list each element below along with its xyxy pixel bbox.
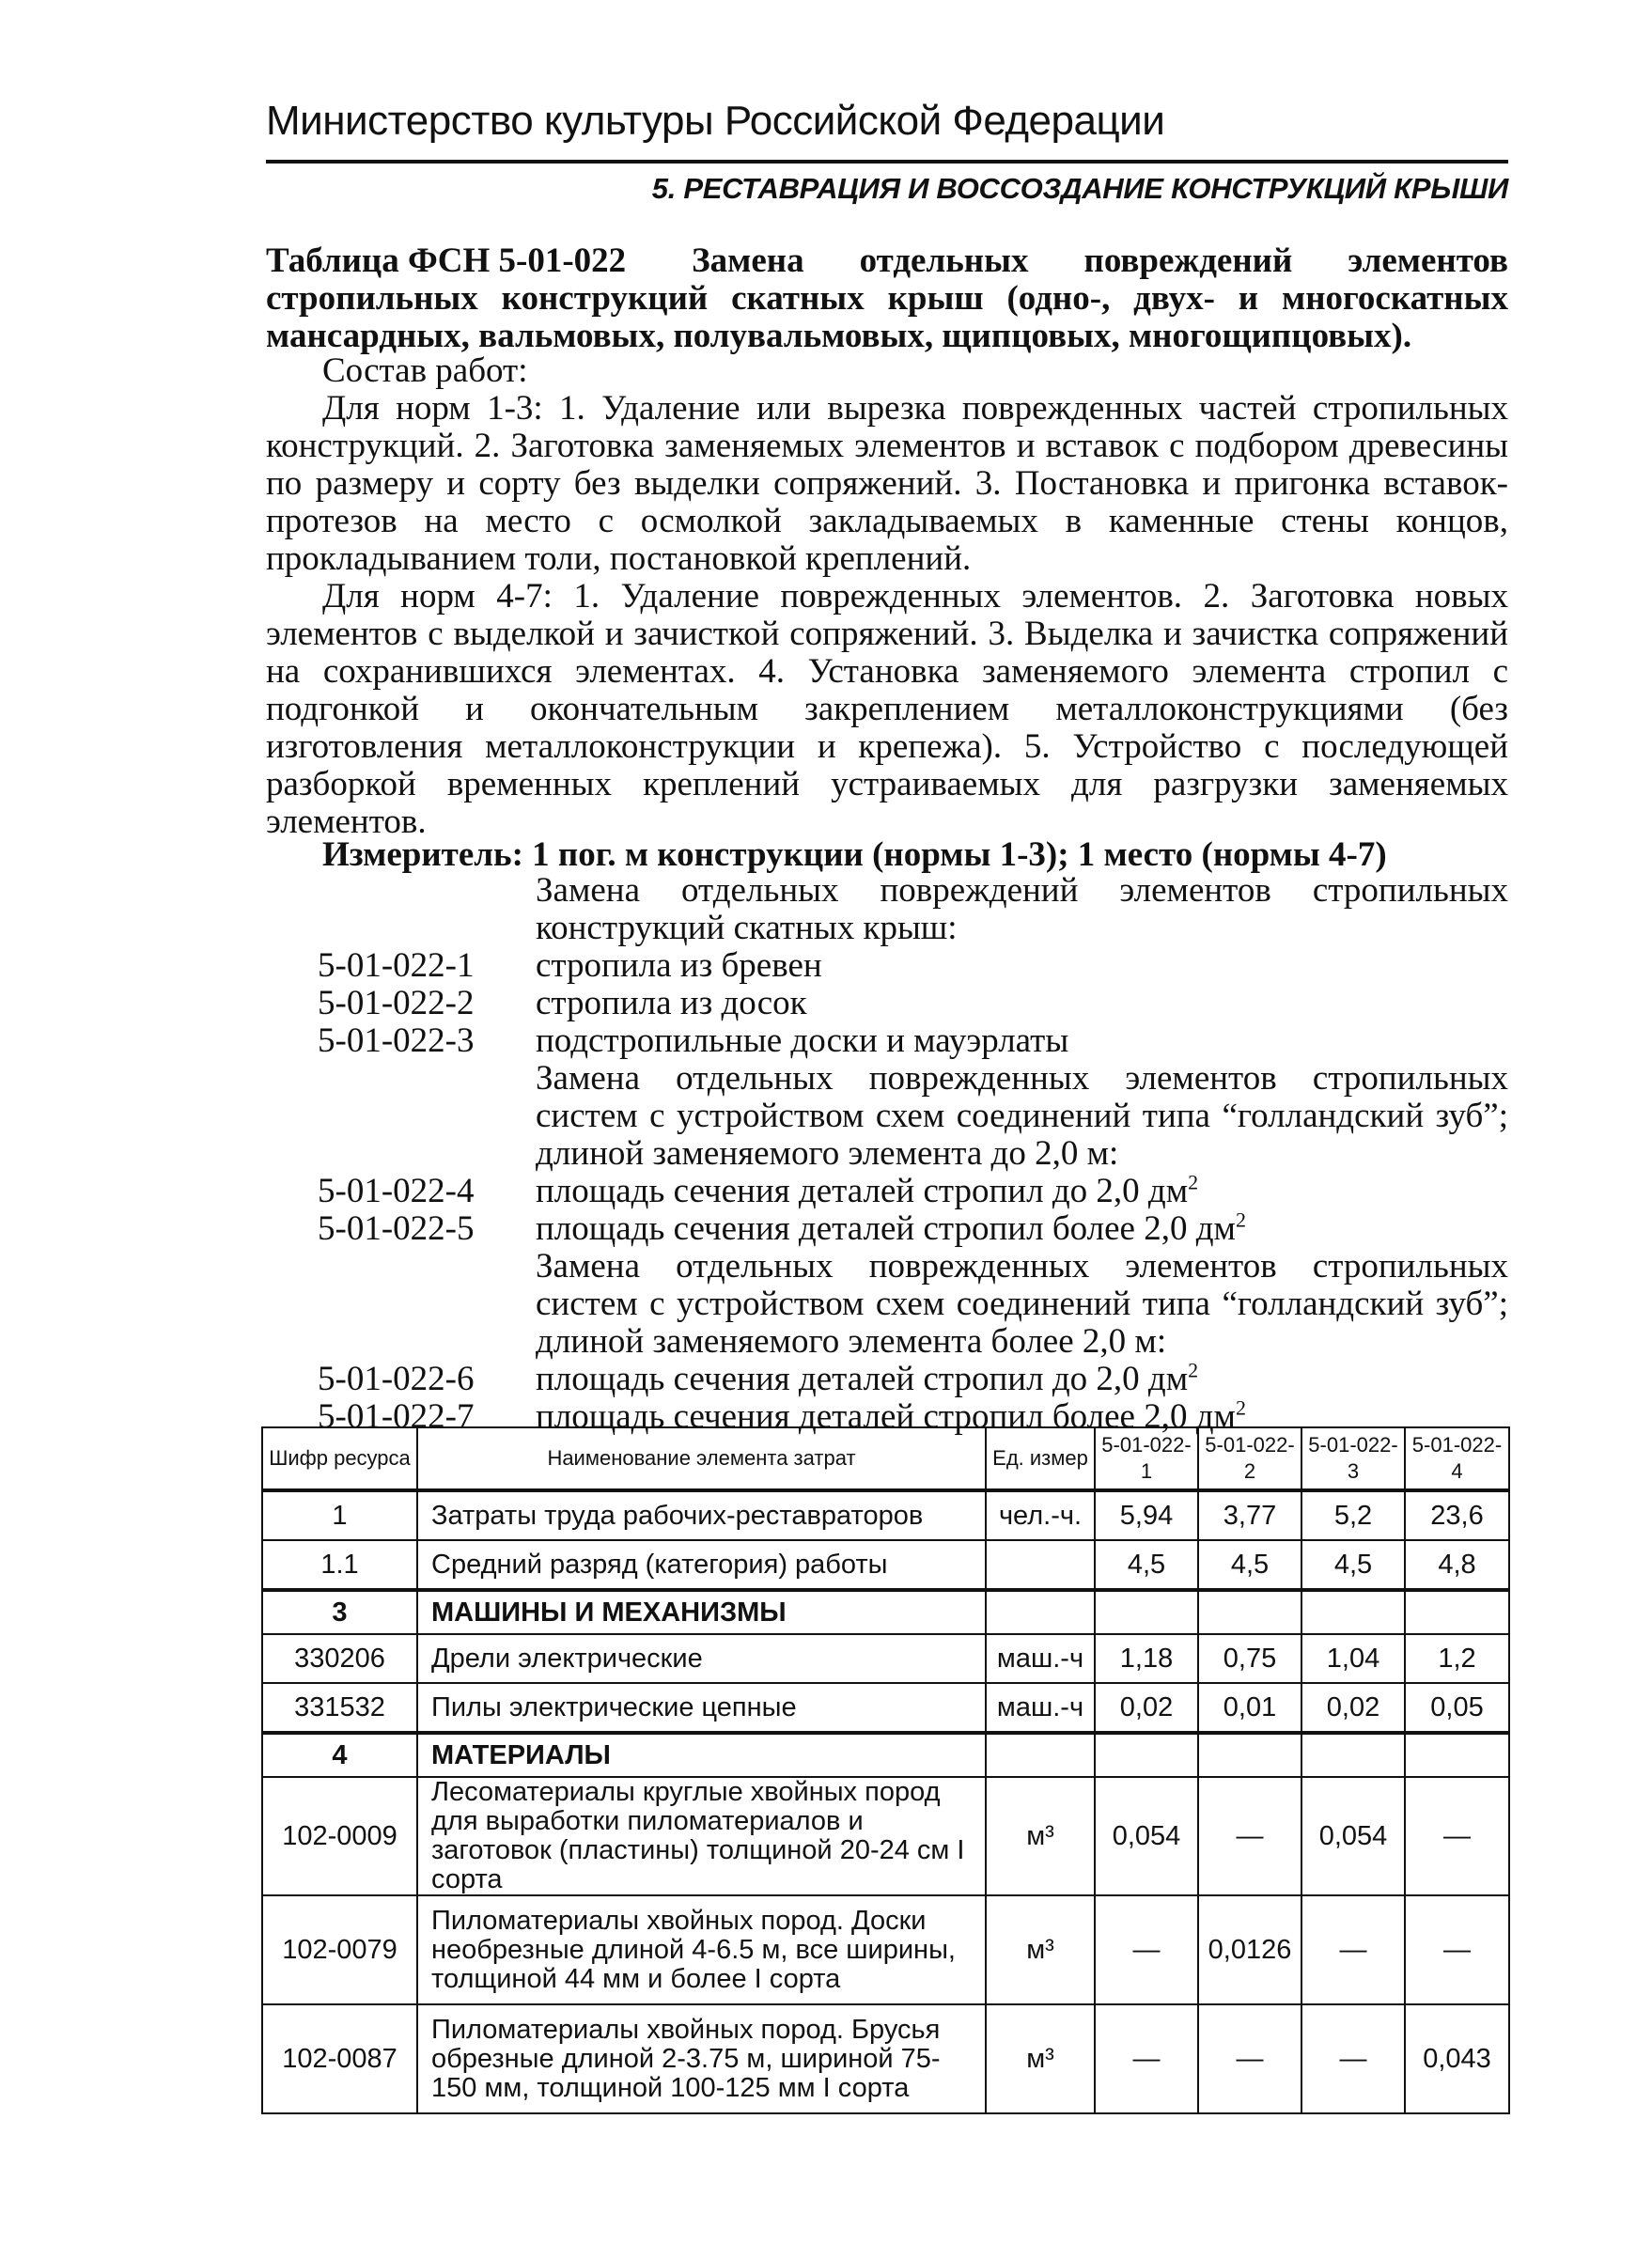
table-section-row: 4 МАТЕРИАЛЫ [262,1733,1509,1777]
table-title: Замена отдельных повреждений элементов стропильных конструкций скатных крыш (одно-, двух- и многоскатных мансардных, вальмовых, полувальмовых, щипцовых, многощипцовых). [266,242,1508,355]
norm-item: 5-01-022-4 площадь сечения деталей стропил до 2,0 $дм^2$ [318,1170,1199,1210]
resource-table [261,1426,1510,2114]
table-row: 1 Затраты труда рабочих-реставраторов чел.-ч. 5,94 3,77 5,2 23,6 [262,1490,1509,1540]
col-header-unit: Ед. измер [986,1427,1095,1490]
table-header-row [262,1427,1509,1490]
header-divider [266,160,1508,164]
norm-group-title: Замена отдельных поврежденных элементов стропильных систем с устройством схем соединений типа “голландский зуб”; длиной заменяемого элемента более 2,0 м: [536,1247,1508,1361]
table-row: 102-0079 Пиломатериалы хвойных пород. Доски необрезные длиной 4-6.5 м, все ширины, толщиной 44 мм и более I сорта м³ — 0,0126 — — [262,1895,1509,2004]
norm-group-title: Замена отдельных поврежденных элементов стропильных систем с устройством схем соединений типа “голландский зуб”; длиной заменяемого элемента до 2,0 м: [536,1059,1508,1173]
composition-para-1: Для норм 1-3: 1. Удаление или вырезка поврежденных частей стропильных конструкций. 2. Заготовка заменяемых элементов и вставок с подбором древесины по размеру и сорту без выделки сопряжений. 3. Постановка и пригонка вставок-протезов на место с осмолкой закладываемых в каменные стены концов, прокладыванием толи, постановкой креплений. [266,389,1508,578]
norm-item: 5-01-022-1 стропила из бревен [318,946,822,985]
norms-list [266,872,1508,1436]
table-section-row: 3 МАШИНЫ И МЕХАНИЗМЫ [262,1590,1509,1634]
col-header-norm: 5-01-022-1 [1095,1427,1198,1490]
composition-para-2: Для норм 4-7: 1. Удаление поврежденных элементов. 2. Заготовка новых элементов с выделкой и зачисткой сопряжений. 3. Выделка и зачистка сопряжений на сохранившихся элементах. 4. Установка заменяемого элемента стропил с подгонкой и окончательным закреплением металлоконструкциями (без изготовления металлоконструкции и крепежа). 5. Устройство с последующей разборкой временных креплений устраиваемых для разгрузки заменяемых элементов. [266,577,1508,841]
measure-line: Измеритель: 1 пог. м конструкции (нормы 1-3); 1 место (нормы 4-7) [322,835,1387,874]
table-heading [266,242,1508,355]
section-title: 5. РЕСТАВРАЦИЯ И ВОССОЗДАНИЕ КОНСТРУКЦИЙ КРЫШИ [651,172,1508,205]
col-header-norm: 5-01-022-3 [1301,1427,1405,1490]
running-header: Министерство культуры Российской Федерации [266,98,1165,144]
table-row: 330206 Дрели электрические маш.-ч 1,18 0,75 1,04 1,2 [262,1634,1509,1683]
table-code: Таблица ФСН 5-01-022 [266,242,627,280]
norm-item: 5-01-022-5 площадь сечения деталей стропил более 2,0 $дм^2$ [318,1208,1246,1248]
composition-label: Состав работ: [322,351,528,390]
col-header-name: Наименование элемента затрат [417,1427,986,1490]
col-header-code: Шифр ресурса [262,1427,417,1490]
col-header-norm: 5-01-022-4 [1405,1427,1509,1490]
col-header-norm: 5-01-022-2 [1198,1427,1301,1490]
table-row: 1.1 Средний разряд (категория) работы 4,5 4,5 4,5 4,8 [262,1540,1509,1590]
table-row: 102-0009 Лесоматериалы круглые хвойных пород для выработки пиломатериалов и заготовок (пластины) толщиной 20-24 см I сорта м³ 0,054 — 0,054 — [262,1777,1509,1895]
table-row: 331532 Пилы электрические цепные маш.-ч 0,02 0,01 0,02 0,05 [262,1683,1509,1733]
norm-item: 5-01-022-3 подстропильные доски и мауэрлаты [318,1021,1069,1060]
table-row: 102-0087 Пиломатериалы хвойных пород. Брусья обрезные длиной 2-3.75 м, шириной 75-150 мм, толщиной 100-125 мм I сорта м³ — — — 0,043 [262,2004,1509,2113]
norm-item: 5-01-022-2 стропила из досок [318,984,807,1022]
norm-item: 5-01-022-6 площадь сечения деталей стропил до 2,0 $дм^2$ [318,1358,1199,1398]
norm-group-title: Замена отдельных повреждений элементов стропильных конструкций скатных крыш: [536,871,1508,947]
norm-item: 5-01-022-7 площадь сечения деталей стропил более 2,0 $дм^2$ [318,1395,1246,1436]
work-composition [266,352,1508,841]
